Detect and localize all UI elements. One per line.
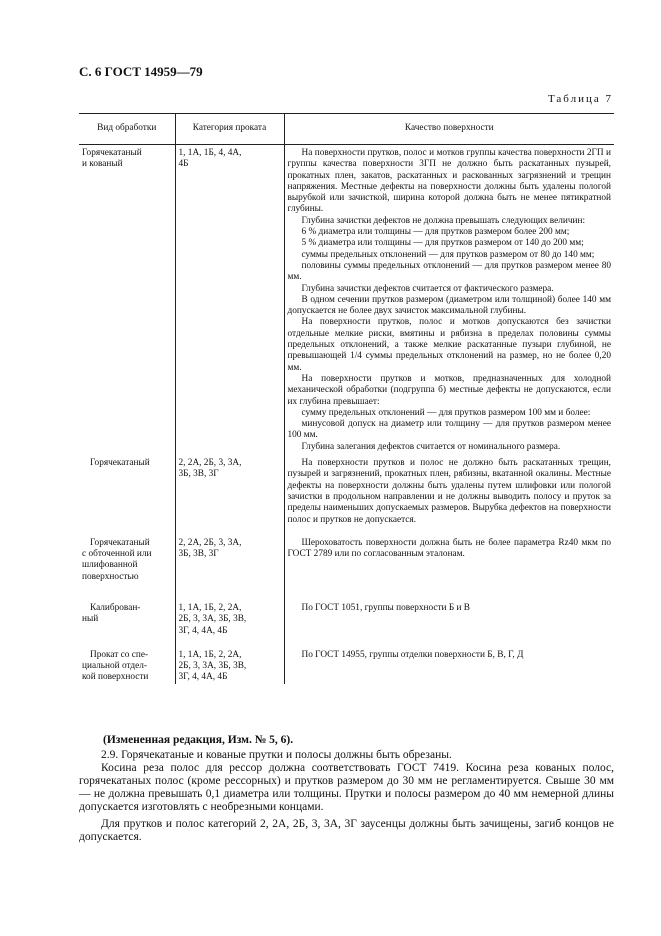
quality-cell <box>284 583 614 637</box>
quality-paragraph: Глубина зачистки дефектов не должна превышать следующих величин: <box>301 215 586 226</box>
kind-cell <box>79 526 175 583</box>
category-line: 3Г, 4, 4А, 4Б <box>178 625 228 636</box>
kind-line: Горячекатаный <box>82 148 142 158</box>
quality-paragraph: Глубина зачистки дефектов считается от фактического размера. <box>301 283 554 294</box>
quality-cell <box>284 453 614 526</box>
quality-paragraph: 6 % диаметра или толщины — для прутков размером более 200 мм; <box>301 227 570 238</box>
kind-cell <box>79 145 175 454</box>
kind-line: и кованый <box>82 159 123 170</box>
table-row <box>79 145 614 454</box>
kind-line: циальной отдел- <box>82 661 148 672</box>
category-line: 2, 2А, 2Б, 3, 3А, <box>178 537 242 548</box>
category-cell <box>175 526 284 583</box>
quality-paragraph: минусовой допуск на диаметр или толщину — для прутков размером менее 100 мм. <box>287 419 611 441</box>
kind-line: Калиброван- <box>90 602 141 613</box>
quality-cell <box>284 526 614 583</box>
category-cell <box>175 453 284 526</box>
page-header: С. 6 ГОСТ 14959—79 <box>79 64 203 79</box>
quality-paragraph: По ГОСТ 1051, группы поверхности Б и В <box>301 602 471 613</box>
category-cell <box>175 145 284 454</box>
category-line: 3Г, 4, 4А, 4Б <box>178 672 228 683</box>
category-cell <box>175 583 284 637</box>
quality-paragraph: На поверхности прутков и полос не должно быть раскатанных трещин, пузырей и загрязнений, прокатных плен, рябизны, вкатанной окалины. Местные дефекты на поверхности должны быть удалены путем шлифовки или пологой зачистки в продольном направлении и не должны выводить полосу и пруток за пределы наименьших допускаемых размеров. Вырубка дефектов на поверхности полос и прутков не допускается. <box>287 458 611 525</box>
column-header-quality: Качество поверхности <box>284 114 614 145</box>
quality-paragraph: На поверхности прутков, полос и мотков допускаются без зачистки отдельные мелкие риски, вмятины и рябизна в пределах половины суммы предельных отклонений, а также мелкие раскатанные пузыри глубиной, не превышающей 1/4 суммы предельных отклонений на размер, но не более 0,20 мм. <box>287 317 611 373</box>
category-line: 2, 2А, 2Б, 3, 3А, <box>178 458 242 469</box>
category-line: 4Б <box>178 159 189 170</box>
quality-cell <box>284 637 614 684</box>
quality-paragraph: На поверхности прутков, полос и мотков группы качества поверхности 2ГП и группы качества поверхности 3ГП не должно быть раскатанных пузырей, прокатных плен, закатов, раскатанных и раскованных загрязнений и трещин напряжения. Местные дефекты на поверхности должны быть удалены пологой вырубкой или зачисткой, ширина которой должна быть не менее пятикратной глубины. <box>287 148 611 215</box>
body-text <box>79 749 614 844</box>
quality-paragraph: сумму предельных отклонений — для прутков размером 100 мм и более: <box>301 407 591 418</box>
table-caption: Таблица 7 <box>547 93 613 105</box>
kind-line: Горячекатаный <box>90 537 150 548</box>
category-line: 3Б, 3В, 3Г <box>178 469 219 480</box>
quality-paragraph: Шероховатость поверхности должна быть не более параметра Rz40 мкм по ГОСТ 2789 или по согласованным эталонам. <box>287 537 611 560</box>
kind-cell <box>79 637 175 684</box>
quality-paragraph: В одном сечении прутков размером (диаметром или толщиной) более 140 мм допускается не более двух зачисток максимальной глубины. <box>287 294 611 317</box>
kind-line: с обточенной или <box>82 549 152 560</box>
table-row <box>79 453 614 526</box>
category-line: 1, 1А, 1Б, 2, 2А, <box>178 649 242 660</box>
column-header-kind: Вид обработки <box>79 114 175 145</box>
kind-line: кой поверхности <box>82 672 149 683</box>
body-paragraph: 2.9. Горячекатаные и кованые прутки и полосы должны быть обрезаны. <box>101 749 452 761</box>
quality-paragraph: На поверхности прутков и мотков, предназначенных для холодной механической обработки (подгруппа б) местные дефекты не допускаются, если их глубина превышает: <box>287 373 611 407</box>
kind-line: Горячекатаный <box>90 458 150 469</box>
kind-line: шлифованной <box>82 560 138 571</box>
kind-cell <box>79 453 175 526</box>
quality-paragraph: По ГОСТ 14955, группы отделки поверхности Б, В, Г, Д <box>301 649 524 660</box>
body-paragraph: Для прутков и полос категорий 2, 2А, 2Б, 3, 3А, 3Г заусенцы должны быть зачищены, загиб концов не допускается. <box>79 818 614 843</box>
category-line: 3Б, 3В, 3Г <box>178 549 219 560</box>
quality-paragraph: Глубина залегания дефектов считается от номинального размера. <box>301 441 561 452</box>
quality-paragraph: 5 % диаметра или толщины — для прутков размером от 140 до 200 мм; <box>301 238 584 249</box>
table-7 <box>79 113 614 684</box>
category-line: 1, 1А, 1Б, 2, 2А, <box>178 602 242 613</box>
table-row <box>79 637 614 684</box>
table-header-row <box>79 114 614 145</box>
quality-paragraph: суммы предельных отклонений — для прутков размером от 80 до 140 мм; <box>301 249 595 260</box>
kind-cell <box>79 583 175 637</box>
table-row <box>79 526 614 583</box>
category-line: 2Б, 3, 3А, 3Б, 3В, <box>178 614 247 625</box>
column-header-category: Категория проката <box>175 114 284 145</box>
category-line: 1, 1А, 1Б, 4, 4А, <box>178 148 242 158</box>
table-row <box>79 583 614 637</box>
quality-paragraph: половины суммы предельных отклонений — для прутков размером менее 80 мм. <box>287 260 611 283</box>
category-cell <box>175 637 284 684</box>
quality-cell <box>284 145 614 454</box>
category-line: 2Б, 3, 3А, 3Б, 3В, <box>178 661 247 672</box>
body-paragraph: Косина реза полос для рессор должна соответствовать ГОСТ 7419. Косина реза кованых полос, горячекатаных полос (кроме рессорных) и прутков размером до 30 мм не регламентируется. Свыше 30 мм — не должна превышать 0,1 диаметра или толщины. Прутки и полосы размером до 40 мм немерной длины допускается изготовлять с необрезными концами. <box>79 762 614 813</box>
amendment-note: (Измененная редакция, Изм. № 5, 6). <box>103 734 294 746</box>
kind-line: поверхностью <box>82 571 139 582</box>
kind-line: Прокат со спе- <box>90 649 149 660</box>
kind-line: ный <box>82 614 99 625</box>
